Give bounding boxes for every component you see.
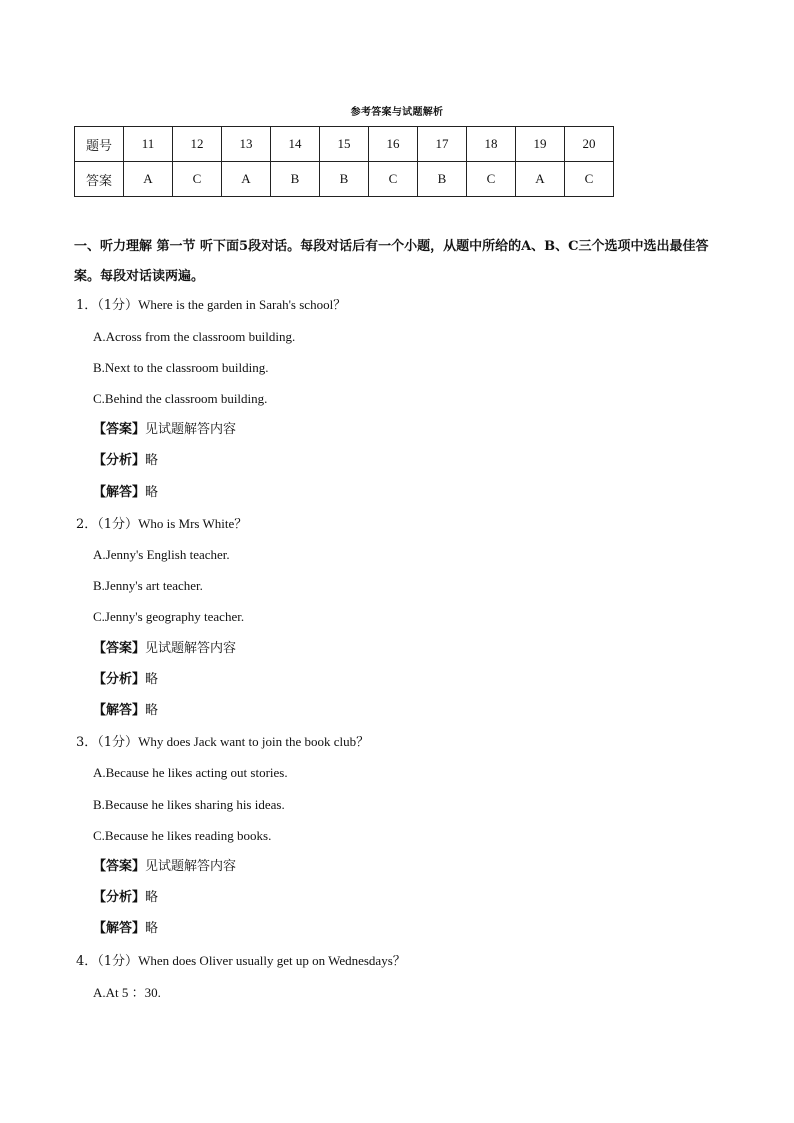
- solution-tag: 【解答】: [93, 703, 146, 718]
- question-number: 1．: [76, 298, 98, 313]
- table-cell-answer: C: [467, 162, 516, 197]
- table-cell-number: 15: [320, 127, 369, 162]
- option-a: A.Because he likes acting out stories.: [93, 765, 288, 780]
- table-row-answers: [75, 162, 614, 197]
- option-c: C.Behind the classroom building.: [93, 391, 268, 406]
- answer-line: [93, 859, 236, 875]
- solution-tag: 【解答】: [93, 921, 146, 936]
- table-cell-answer: B: [271, 162, 320, 197]
- answer-tag: 【答案】: [93, 859, 146, 874]
- table-cell-number: 11: [124, 127, 173, 162]
- table-cell-number: 19: [516, 127, 565, 162]
- solution-text: 略: [145, 921, 159, 936]
- question-2: [76, 516, 247, 533]
- table-cell-answer: B: [320, 162, 369, 197]
- table-cell-answer: A: [516, 162, 565, 197]
- option-c: C.Jenny's geography teacher.: [93, 609, 245, 624]
- table-cell-answer: C: [565, 162, 614, 197]
- question-1: [76, 297, 346, 314]
- answer-text: 见试题解答内容: [145, 641, 237, 656]
- answer-tag: 【答案】: [93, 422, 146, 437]
- question-number: 4．: [76, 954, 98, 969]
- analysis-line: [93, 453, 158, 469]
- question-score: （1分）: [97, 954, 139, 969]
- question-score: （1分）: [97, 517, 139, 532]
- option-a: A.Jenny's English teacher.: [93, 547, 230, 562]
- solution-line: [93, 703, 158, 719]
- answer-text: 见试题解答内容: [145, 422, 237, 437]
- question-text: When does Oliver usually get up on Wednesdays？: [138, 953, 406, 968]
- table-cell-number: 14: [271, 127, 320, 162]
- table-cell-answer: B: [418, 162, 467, 197]
- analysis-line: [93, 890, 158, 906]
- table-cell-number: 16: [369, 127, 418, 162]
- analysis-tag: 【分析】: [93, 672, 146, 687]
- table-cell-number: 17: [418, 127, 467, 162]
- table-cell-number: 20: [565, 127, 614, 162]
- analysis-text: 略: [145, 890, 159, 905]
- answer-tag: 【答案】: [93, 641, 146, 656]
- question-score: （1分）: [97, 735, 139, 750]
- option-a: A.At 5 ：30.: [93, 985, 161, 1000]
- question-4: [76, 953, 406, 970]
- question-text: Where is the garden in Sarah's school？: [138, 297, 347, 312]
- section-heading: 一、听力理解 第一节 听下面5段对话。每段对话后有一个小题，从题中所给的A、B、C三个选项中选出最佳答案。每段对话读两遍。: [74, 239, 709, 284]
- table-answer-label: 答案: [75, 162, 124, 197]
- solution-line: [93, 485, 158, 501]
- option-b: B.Next to the classroom building.: [93, 360, 269, 375]
- option-a: A.Across from the classroom building.: [93, 329, 296, 344]
- analysis-tag: 【分析】: [93, 890, 146, 905]
- answer-text: 见试题解答内容: [145, 859, 237, 874]
- table-header-label: 题号: [75, 127, 124, 162]
- analysis-text: 略: [145, 453, 159, 468]
- solution-text: 略: [145, 703, 159, 718]
- question-score: （1分）: [97, 298, 139, 313]
- option-b: B.Jenny's art teacher.: [93, 578, 203, 593]
- solution-text: 略: [145, 485, 159, 500]
- table-cell-number: 12: [173, 127, 222, 162]
- option-c: C.Because he likes reading books.: [93, 828, 272, 843]
- table-cell-answer: A: [222, 162, 271, 197]
- question-number: 2．: [76, 517, 98, 532]
- answer-line: [93, 641, 236, 657]
- analysis-tag: 【分析】: [93, 453, 146, 468]
- solution-tag: 【解答】: [93, 485, 146, 500]
- table-cell-answer: C: [173, 162, 222, 197]
- table-cell-number: 18: [467, 127, 516, 162]
- analysis-text: 略: [145, 672, 159, 687]
- option-b: B.Because he likes sharing his ideas.: [93, 797, 285, 812]
- question-number: 3．: [76, 735, 98, 750]
- answer-key-table: [74, 126, 614, 197]
- table-cell-number: 13: [222, 127, 271, 162]
- analysis-line: [93, 672, 158, 688]
- answer-line: [93, 422, 236, 438]
- question-3: [76, 734, 369, 751]
- solution-line: [93, 921, 158, 937]
- table-row-numbers: [75, 127, 614, 162]
- question-text: Who is Mrs White？: [138, 516, 248, 531]
- table-cell-answer: A: [124, 162, 173, 197]
- page-title: 参考答案与试题解析: [350, 107, 444, 118]
- table-cell-answer: C: [369, 162, 418, 197]
- question-text: Why does Jack want to join the book club？: [138, 734, 370, 749]
